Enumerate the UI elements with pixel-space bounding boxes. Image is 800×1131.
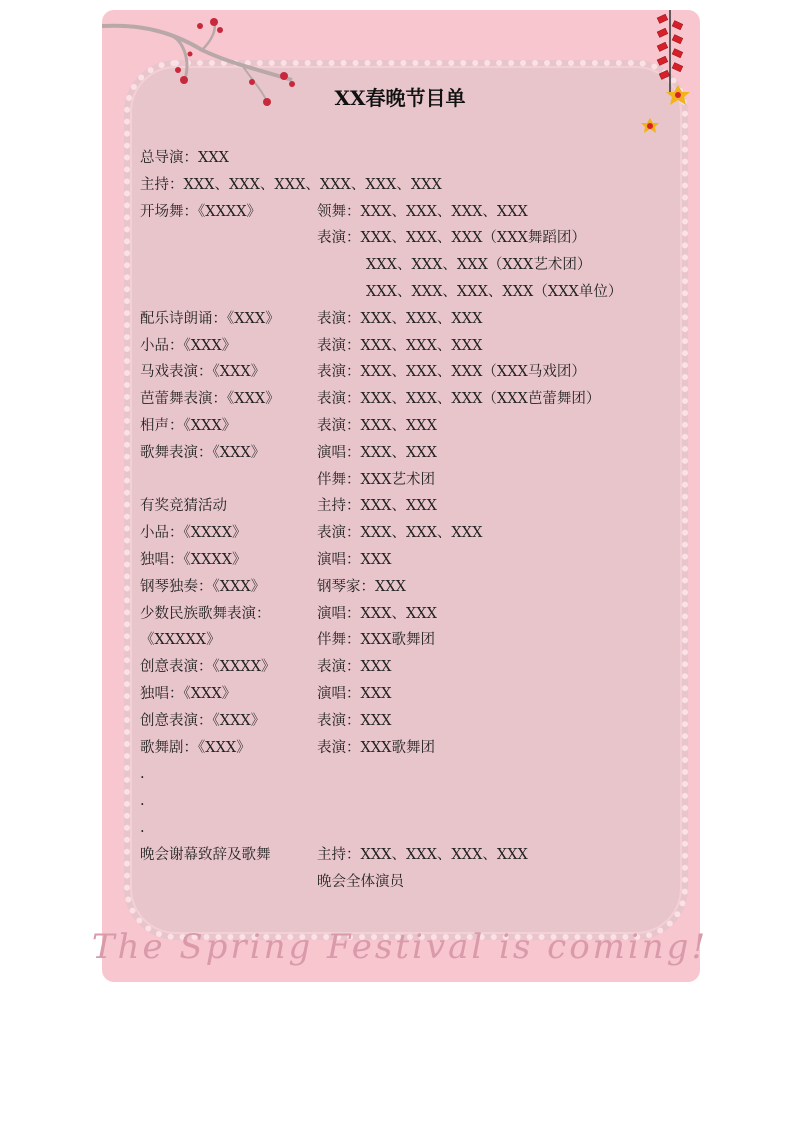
program-item: 创意表演：《XXXX》 [140,659,276,676]
program-detail: 伴舞：XXX艺术团 [317,471,435,488]
program-item: 晚会谢幕致辞及歌舞 [140,846,271,863]
program-item: 少数民族歌舞表演： [140,605,271,622]
program-detail: 表演：XXX [317,712,392,729]
program-item: 钢琴独奏：《XXX》 [140,578,266,595]
program-item: . [140,766,145,783]
program-item: . [140,793,145,810]
program-item: 《XXXXX》 [140,632,221,649]
program-detail: 演唱：XXX [317,551,392,568]
program-item: 芭蕾舞表演：《XXX》 [140,391,280,408]
program-item: 歌舞表演：《XXX》 [140,444,266,461]
program-item: 歌舞剧：《XXX》 [140,739,251,756]
program-item: 相声：《XXX》 [140,417,237,434]
program-item: 马戏表演：《XXX》 [140,364,266,381]
program-detail: 表演：XXX、XXX、XXX [317,310,483,327]
program-detail: 表演：XXX、XXX [317,417,437,434]
program-item: 开场舞：《XXXX》 [140,203,262,220]
program-item: . [140,819,145,836]
program-item: 小品：《XXXX》 [140,525,247,542]
program-item: 配乐诗朗诵：《XXX》 [140,310,280,327]
program-detail-continued: XXX、XXX、XXX（XXX艺术团） [366,257,592,274]
program-detail: 领舞：XXX、XXX、XXX、XXX [317,203,528,220]
program-item: 独唱：《XXX》 [140,685,237,702]
program-detail: 晚会全体演员 [317,873,404,890]
program-item: 总导演：XXX [140,150,229,166]
program-detail: 表演：XXX、XXX、XXX（XXX马戏团） [317,364,586,381]
program-detail: 表演：XXX [317,659,392,676]
program-detail: 演唱：XXX、XXX [317,605,437,622]
program-item: 有奖竞猜活动 [140,498,227,515]
program-detail: 主持：XXX、XXX [317,498,437,515]
program-detail: 表演：XXX歌舞团 [317,739,435,756]
program-detail: 表演：XXX、XXX、XXX [317,337,483,354]
program-item: 小品：《XXX》 [140,337,237,354]
program-item: 创意表演：《XXX》 [140,712,266,729]
program-item: 独唱：《XXXX》 [140,551,247,568]
program-detail: 主持：XXX、XXX、XXX、XXX [317,846,528,863]
program-detail: 伴舞：XXX歌舞团 [317,632,435,649]
program-detail: 钢琴家：XXX [317,578,406,595]
page-title: XX春晚节目单 [334,86,466,110]
program-detail: 表演：XXX、XXX、XXX（XXX舞蹈团） [317,230,586,247]
program-detail-continued: XXX、XXX、XXX、XXX（XXX单位） [366,283,623,300]
program-detail: 演唱：XXX、XXX [317,444,437,461]
firecracker-icon [630,10,700,145]
program-detail: 表演：XXX、XXX、XXX（XXX芭蕾舞团） [317,391,601,408]
slogan-text: The Spring Festival is coming! [91,927,709,967]
program-detail: 表演：XXX、XXX、XXX [317,525,483,542]
program-item: 主持：XXX、XXX、XXX、XXX、XXX、XXX [140,176,442,193]
program-detail: 演唱：XXX [317,685,392,702]
